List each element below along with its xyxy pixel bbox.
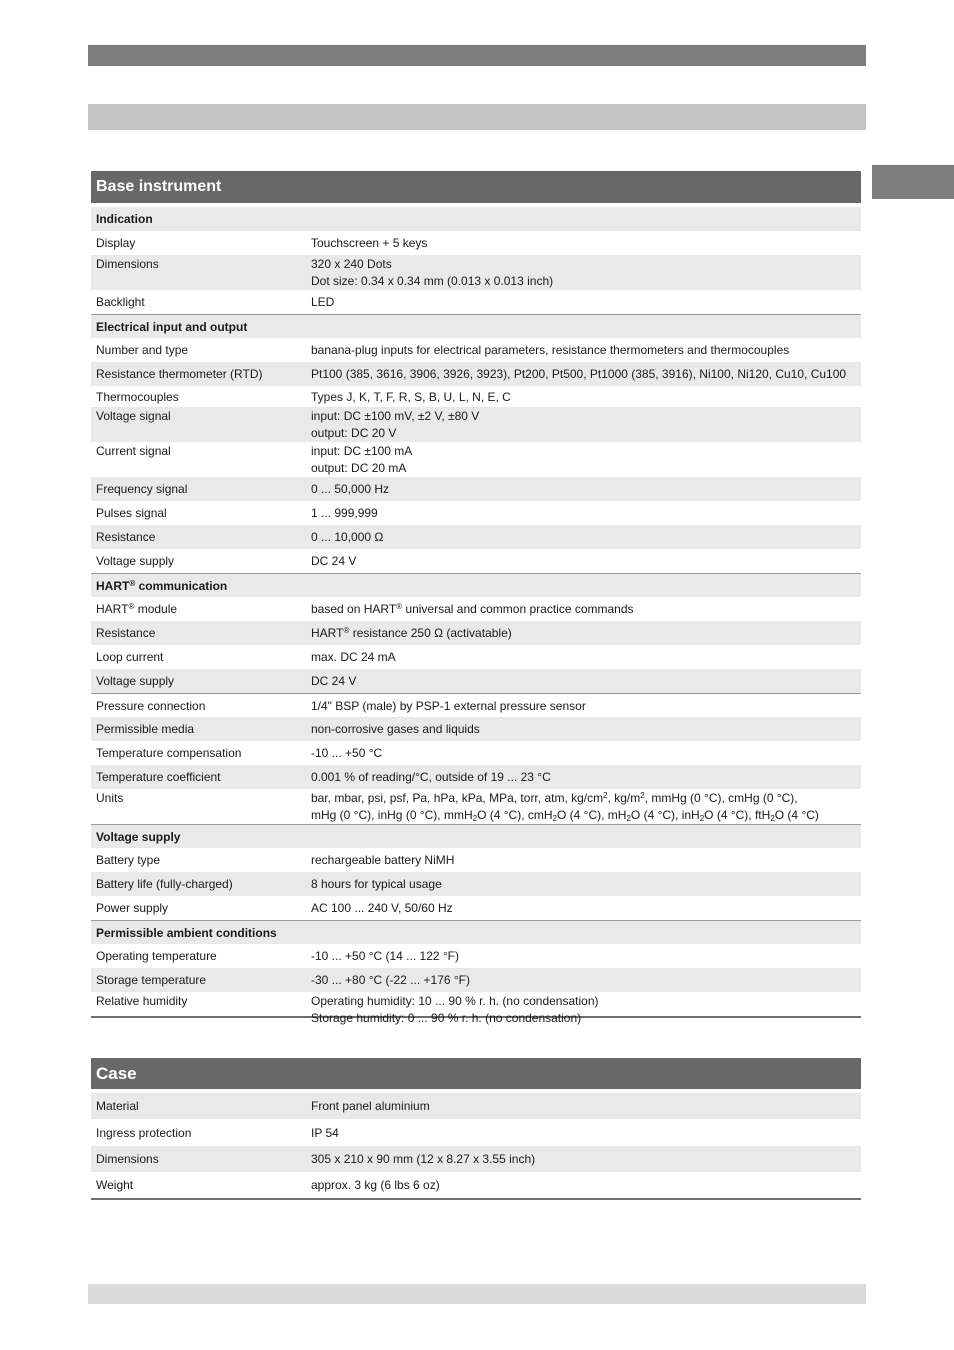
table-row <box>91 501 861 525</box>
row-value <box>311 501 861 525</box>
row-value <box>311 1119 861 1146</box>
row-label: Voltage signal <box>96 409 171 423</box>
row-value <box>311 1172 861 1198</box>
section-label: Permissible ambient conditions <box>96 926 277 940</box>
row-value <box>311 741 861 765</box>
section-label: Electrical input and output <box>96 320 248 334</box>
value-line: -10 ... +50 °C <box>311 746 383 760</box>
value-line: 1 ... 999,999 <box>311 506 378 520</box>
value-line: max. DC 24 mA <box>311 650 396 664</box>
row-value <box>311 825 861 848</box>
row-label: Battery type <box>96 853 161 867</box>
value-line: 320 x 240 Dots <box>311 257 392 271</box>
row-label: HART® module <box>96 602 178 616</box>
table-row <box>91 338 861 362</box>
table-row <box>91 597 861 621</box>
table-row <box>91 407 861 442</box>
table-row <box>91 362 861 386</box>
value-line: bar, mbar, psi, psf, Pa, hPa, kPa, MPa, torr, atm, $kg/cm^2$, $kg/m^2$, mmHg (0 °C), cmHg (0 °C), <box>311 791 798 805</box>
row-value <box>311 921 861 944</box>
value-line: LED <box>311 295 335 309</box>
row-label: Display <box>96 236 136 250</box>
section-label: Indication <box>96 212 153 226</box>
row-label: Operating temperature <box>96 949 217 963</box>
table-row <box>91 525 861 549</box>
table-row <box>91 944 861 968</box>
value-line: input: DC ±100 mA <box>311 444 413 458</box>
row-value <box>311 442 861 477</box>
row-label: Thermocouples <box>96 390 179 404</box>
row-value <box>311 621 861 645</box>
value-line: -30 ... +80 °C (-22 ... +176 °F) <box>311 973 470 987</box>
section-heading <box>91 314 861 338</box>
value-line: Front panel aluminium <box>311 1099 430 1113</box>
table-row <box>91 765 861 789</box>
row-value <box>311 848 861 872</box>
table-row <box>91 549 861 573</box>
value-line: 305 x 210 x 90 mm (12 x 8.27 x 3.55 inch) <box>311 1152 536 1166</box>
row-value <box>311 1146 861 1172</box>
row-label: Pressure connection <box>96 699 206 713</box>
row-label: Units <box>96 791 124 805</box>
row-label: Frequency signal <box>96 482 188 496</box>
row-label: Temperature coefficient <box>96 770 221 784</box>
table-row <box>91 1093 861 1119</box>
row-label: Temperature compensation <box>96 746 242 760</box>
table-row <box>91 896 861 920</box>
row-label: Power supply <box>96 901 169 915</box>
row-value <box>311 968 861 992</box>
table-row <box>91 621 861 645</box>
value-line: Pt100 (385, 3616, 3906, 3926, 3923), Pt200, Pt500, Pt1000 (385, 3916), Ni100, Ni120, Cu10, Cu100 <box>311 367 847 381</box>
row-value <box>311 694 861 717</box>
row-value <box>311 669 861 693</box>
table-row <box>91 872 861 896</box>
row-value <box>311 765 861 789</box>
table-body <box>91 207 861 1025</box>
row-label: Pulses signal <box>96 506 167 520</box>
value-line: 0 ... 10,000 Ω <box>311 530 384 544</box>
row-value <box>311 1093 861 1119</box>
row-label: Current signal <box>96 444 171 458</box>
table-row <box>91 992 861 1025</box>
row-label: Weight <box>96 1178 134 1192</box>
row-label: Battery life (fully-charged) <box>96 877 233 891</box>
table-row <box>91 1172 861 1198</box>
table-row <box>91 477 861 501</box>
row-value <box>311 315 861 338</box>
row-label: Loop current <box>96 650 164 664</box>
value-line: 0.001 % of reading/°C, outside of 19 ... 23 °C <box>311 770 551 784</box>
row-value <box>311 872 861 896</box>
value-line: Storage humidity: 0 ... 90 % r. h. (no condensation) <box>311 1011 582 1025</box>
row-label: Ingress protection <box>96 1126 192 1140</box>
table-row <box>91 645 861 669</box>
section-label: HART® communication <box>96 579 228 593</box>
table-row <box>91 1146 861 1172</box>
value-line: IP 54 <box>311 1126 339 1140</box>
table-row <box>91 693 861 717</box>
section-heading <box>91 920 861 944</box>
row-label: Storage temperature <box>96 973 207 987</box>
row-label: Material <box>96 1099 139 1113</box>
row-label: Permissible media <box>96 722 195 736</box>
table-row <box>91 741 861 765</box>
row-label: Dimensions <box>96 1152 159 1166</box>
row-value <box>311 645 861 669</box>
row-label: Voltage supply <box>96 674 175 688</box>
section-heading <box>91 207 861 231</box>
value-line: Touchscreen + 5 keys <box>311 236 428 250</box>
row-value <box>311 944 861 968</box>
header-bar <box>88 45 866 66</box>
value-line: Types J, K, T, F, R, S, B, U, L, N, E, C <box>311 390 511 404</box>
row-label: Number and type <box>96 343 189 357</box>
value-line: 8 hours for typical usage <box>311 877 442 891</box>
value-line: Dot size: 0.34 x 0.34 mm (0.013 x 0.013 inch) <box>311 274 554 288</box>
value-line: mHg (0 °C), inHg (0 °C), mmH$_2$O (4 °C), cmH$_2$O (4 °C), $mH_2O$ (4 °C), inH$_2$O (4 °C), ftH$_2$O (4 °C) <box>311 808 819 823</box>
value-line: banana-plug inputs for electrical parameters, resistance thermometers and thermocouples <box>311 343 790 357</box>
value-line: output: DC 20 mA <box>311 461 407 475</box>
section-label: Voltage supply <box>96 830 181 844</box>
value-line: non-corrosive gases and liquids <box>311 722 480 736</box>
table-title: Base instrument <box>91 171 861 203</box>
table-end-rule <box>91 1198 861 1200</box>
row-value <box>311 992 861 1025</box>
row-value <box>311 407 861 442</box>
row-value <box>311 525 861 549</box>
table-row <box>91 231 861 255</box>
value-line: output: DC 20 V <box>311 426 397 440</box>
row-value <box>311 255 861 290</box>
row-value <box>311 574 861 597</box>
row-label: Backlight <box>96 295 145 309</box>
row-value <box>311 290 861 314</box>
section-heading <box>91 824 861 848</box>
value-line: DC 24 V <box>311 554 357 568</box>
base-instrument-table <box>91 171 861 1025</box>
table-row <box>91 442 861 477</box>
table-row <box>91 717 861 741</box>
table-row <box>91 848 861 872</box>
row-label: Voltage supply <box>96 554 175 568</box>
table-row <box>91 255 861 290</box>
row-value <box>311 477 861 501</box>
value-line: DC 24 V <box>311 674 357 688</box>
table-title: Case <box>91 1058 861 1089</box>
row-value <box>311 362 861 386</box>
row-label: Resistance thermometer (RTD) <box>96 367 263 381</box>
row-value <box>311 717 861 741</box>
row-value <box>311 896 861 920</box>
subheader-bar <box>88 104 866 130</box>
table-row <box>91 290 861 314</box>
row-label: Resistance <box>96 626 156 640</box>
table-row <box>91 669 861 693</box>
value-line: approx. 3 kg (6 lbs 6 oz) <box>311 1178 440 1192</box>
value-line: 0 ... 50,000 Hz <box>311 482 390 496</box>
value-line: -10 ... +50 °C (14 ... 122 °F) <box>311 949 459 963</box>
value-line: input: DC ±100 mV, ±2 V, ±80 V <box>311 409 480 423</box>
value-line: based on HART® universal and common practice commands <box>311 602 634 616</box>
row-value <box>311 231 861 255</box>
section-heading <box>91 573 861 597</box>
row-value <box>311 386 861 407</box>
row-value <box>311 207 861 231</box>
value-line: AC 100 ... 240 V, 50/60 Hz <box>311 901 453 915</box>
table-row <box>91 386 861 407</box>
row-label: Relative humidity <box>96 994 188 1008</box>
side-tab-marker <box>872 165 954 199</box>
row-value <box>311 549 861 573</box>
table-body <box>91 1093 861 1198</box>
value-line: Operating humidity: 10 ... 90 % r. h. (no condensation) <box>311 994 599 1008</box>
table-row <box>91 968 861 992</box>
case-table <box>91 1058 861 1200</box>
row-label: Resistance <box>96 530 156 544</box>
value-line: 1/4" BSP (male) by PSP-1 external pressure sensor <box>311 699 586 713</box>
value-line: HART® resistance 250 Ω (activatable) <box>311 626 512 640</box>
row-value <box>311 789 861 824</box>
table-row <box>91 789 861 824</box>
row-value <box>311 597 861 621</box>
footer-bar <box>88 1284 866 1304</box>
value-line: rechargeable battery NiMH <box>311 853 455 867</box>
row-value <box>311 338 861 362</box>
table-row <box>91 1119 861 1146</box>
row-label: Dimensions <box>96 257 159 271</box>
